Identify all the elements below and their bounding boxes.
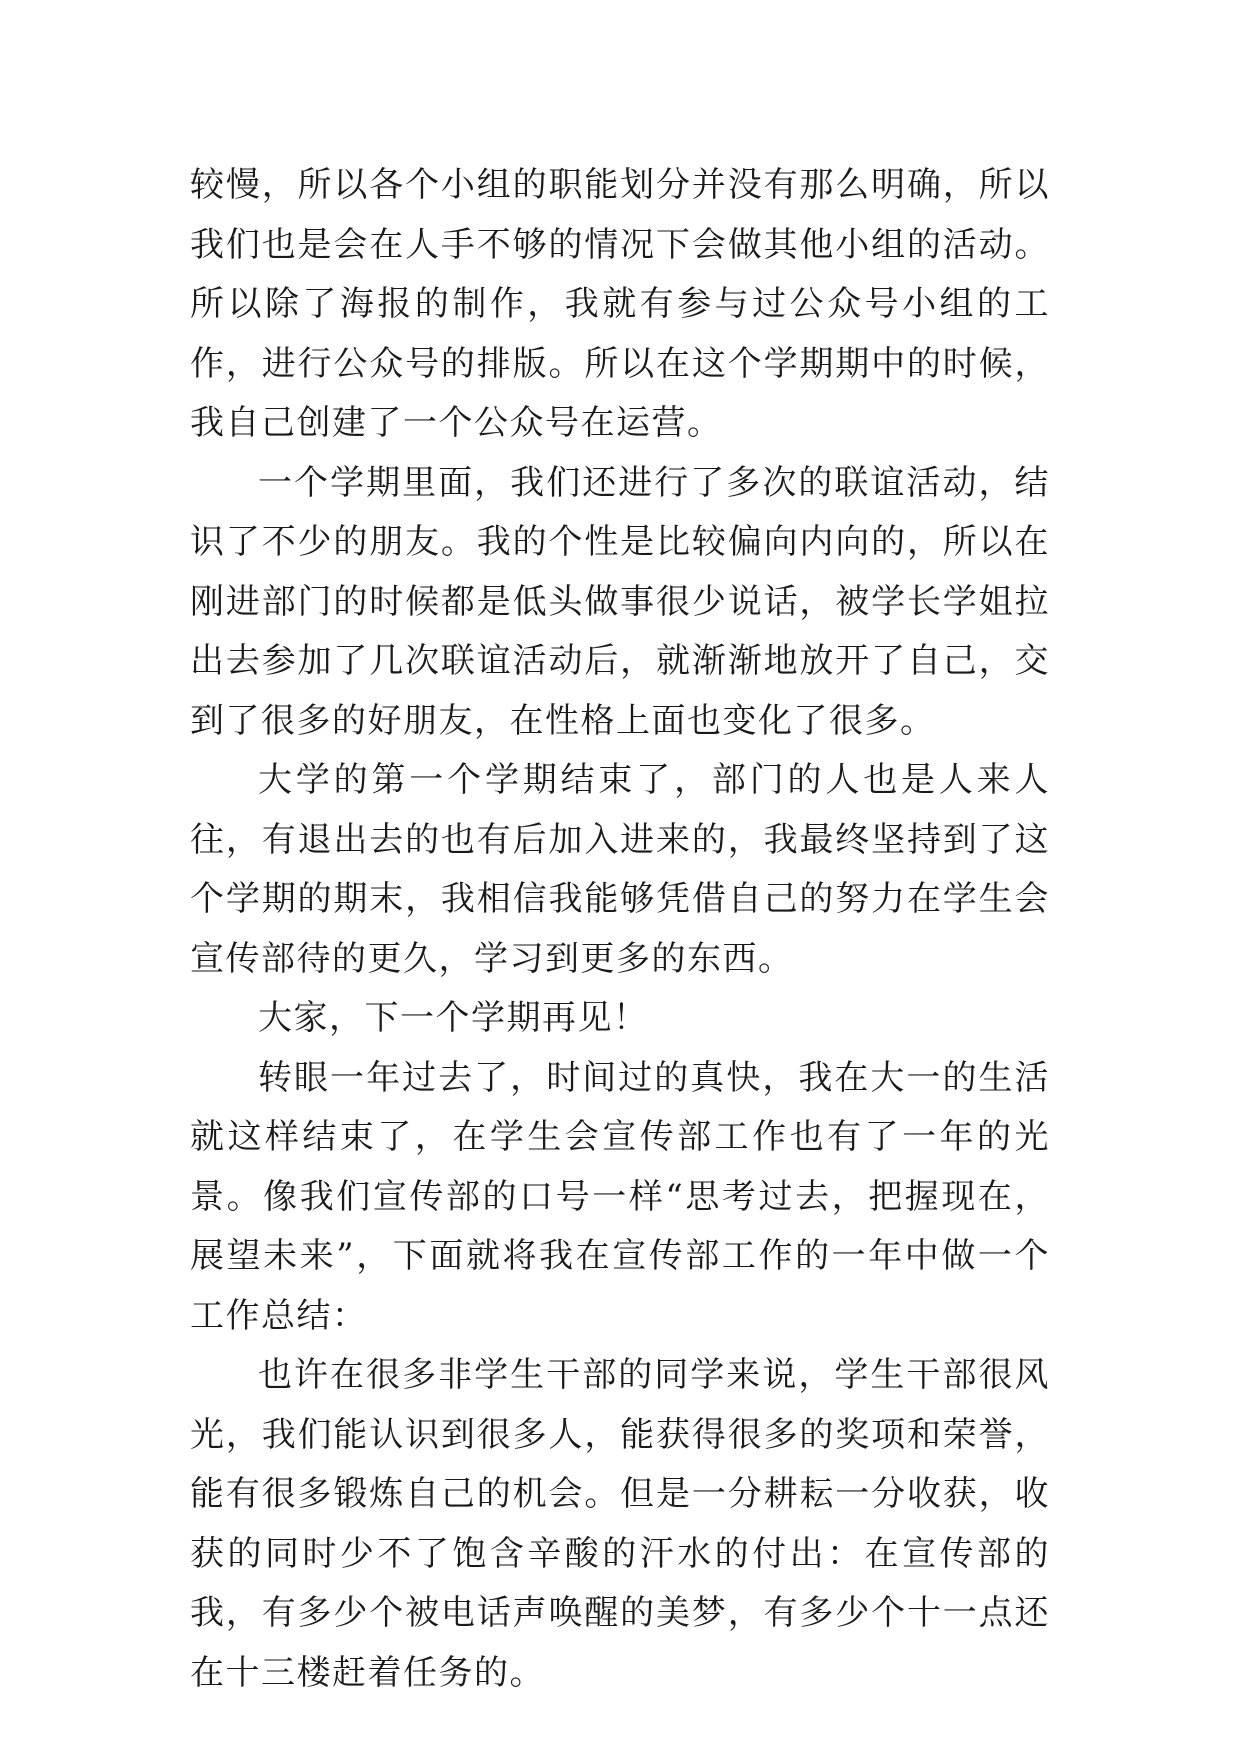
paragraph-2: 一个学期里面，我们还进行了多次的联谊活动，结识了不少的朋友。我的个性是比较偏向内向的，所以在刚进部门的时候都是低头做事很少说话，被学长学姐拉出去参加了几次联谊活动后，就渐渐地放开了自己，交到了很多的好朋友，在性格上面也变化了很多。 — [190, 462, 1050, 741]
paragraph-1: 较慢，所以各个小组的职能划分并没有那么明确，所以我们也是会在人手不够的情况下会做其他小组的活动。所以除了海报的制作，我就有参与过公众号小组的工作，进行公众号的排版。所以在这个学期期中的时候，我自己创建了一个公众号在运营。 — [190, 165, 1050, 443]
paragraph-4: 大家，下一个学期再见！ — [258, 998, 649, 1038]
paragraph-3: 大学的第一个学期结束了，部门的人也是人来人往，有退出去的也有后加入进来的，我最终坚持到了这个学期的期末，我相信我能够凭借自己的努力在学生会宣传部待的更久，学习到更多的东西。 — [190, 760, 1050, 979]
document-body — [190, 156, 1050, 1703]
paragraph-5: 转眼一年过去了，时间过的真快，我在大一的生活就这样结束了，在学生会宣传部工作也有了一年的光景。像我们宣传部的口号一样“思考过去，把握现在，展望未来”，下面就将我在宣传部工作的一年中做一个工作总结： — [190, 1057, 1050, 1336]
paragraph-6: 也许在很多非学生干部的同学来说，学生干部很风光，我们能认识到很多人，能获得很多的奖项和荣誉，能有很多锻炼自己的机会。但是一分耕耘一分收获，收获的同时少不了饱含辛酸的汗水的付出：在宣传部的我，有多少个被电话声唤醒的美梦，有多少个十一点还在十三楼赶着任务的。 — [190, 1355, 1050, 1693]
